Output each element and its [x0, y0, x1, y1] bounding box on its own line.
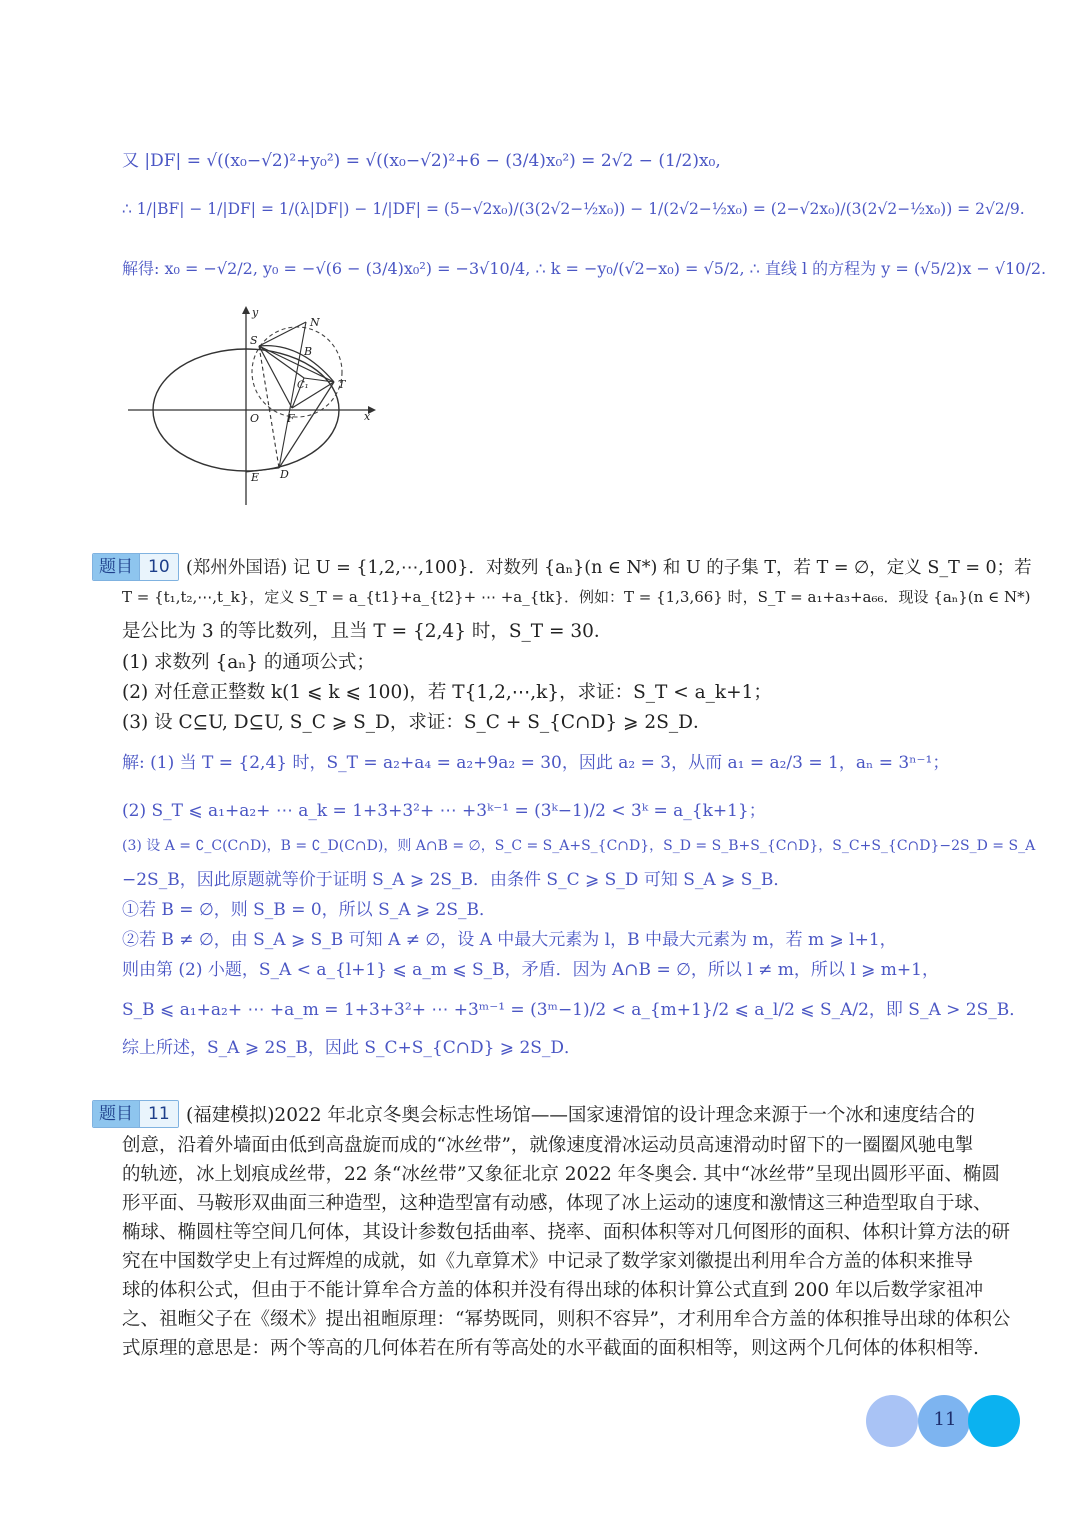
problem-10-tag: [92, 553, 179, 581]
problem-11-line-6: 究在中国数学史上有过辉煌的成就，如《九章算术》中记录了数学家刘徽提出利用牟合方盖的体积来推导: [122, 1251, 974, 1272]
solution-line-1: 又 |DF| = √((x₀−√2)²+y₀²) = √((x₀−√2)²+6 − (3/4)x₀²) = 2√2 − (1/2)x₀,: [122, 151, 721, 171]
problem-10-solution-6: ②若 B ≠ ∅，由 S_A ⩾ S_B 可知 A ≠ ∅，设 A 中最大元素为 l，B 中最大元素为 m，若 m ⩾ l+1，: [122, 930, 897, 950]
ellipse-figure: [120, 300, 380, 510]
y-axis-arrow: [242, 306, 250, 314]
solution-line-2: ∴ 1/|BF| − 1/|DF| = 1/(λ|DF|) − 1/|DF| = (5−√2x₀)/(3(2√2−½x₀)) − 1/(2√2−½x₀) = (2−√2x₀)/(3(2√2−½x₀)) = 2√2/9.: [122, 200, 1025, 218]
problem-10-part-2: (2) 对任意正整数 k(1 ⩽ k ⩽ 100)，若 T{1,2,⋯,k}，求证：S_T < a_k+1；: [122, 682, 772, 703]
problem-10-solution-4: −2S_B，因此原题就等价于证明 S_A ⩾ 2S_B．由条件 S_C ⩾ S_D 可知 S_A ⩾ S_B．: [122, 870, 791, 890]
problem-11-line-8: 之、祖暅父子在《缀术》提出祖暅原理：“幂势既同，则积不容异”，才利用牟合方盖的体积推导出球的体积公: [122, 1309, 1011, 1330]
problem-10-solution-7: 则由第 (2) 小题，S_A < a_{l+1} ⩽ a_m ⩽ S_B，矛盾．因为 A∩B = ∅，所以 l ≠ m，所以 l ⩾ m+1，: [122, 960, 939, 980]
problem-10-solution-5: ①若 B = ∅，则 S_B = 0，所以 S_A ⩾ 2S_B．: [122, 900, 496, 920]
problem-10-line-3: 是公比为 3 的等比数列，且当 T = {2,4} 时，S_T = 30．: [122, 621, 613, 642]
problem-11-line-5: 椭球、椭圆柱等空间几何体，其设计参数包括曲率、挠率、面积体积等对几何图形的面积、体积计算方法的研: [122, 1222, 1011, 1243]
problem-10-solution-9: 综上所述，S_A ⩾ 2S_B，因此 S_C+S_{C∩D} ⩾ 2S_D．: [122, 1038, 582, 1058]
label-F: F: [287, 412, 295, 425]
problem-11-line-3: 的轨迹，冰上划痕成丝带，22 条“冰丝带”又象征北京 2022 年冬奥会. 其中“冰丝带”呈现出圆形平面、椭圆: [122, 1164, 1000, 1185]
label-D: D: [280, 468, 289, 481]
problem-10-part-1: (1) 求数列 {aₙ} 的通项公式；: [122, 652, 375, 673]
problem-10-part-3: (3) 设 C⊆U, D⊆U, S_C ⩾ S_D，求证：S_C + S_{C∩D} ⩾ 2S_D．: [122, 712, 712, 733]
label-y: y: [252, 306, 259, 319]
problem-11-tag: [92, 1100, 179, 1128]
label-E: E: [251, 471, 260, 484]
label-B: B: [304, 345, 313, 358]
problem-tag-label: 题目: [93, 1101, 139, 1127]
problem-10-solution-8: S_B ⩽ a₁+a₂+ ⋯ +a_m = 1+3+3²+ ⋯ +3ᵐ⁻¹ = (3ᵐ−1)/2 < a_{m+1}/2 ⩽ a_l/2 ⩽ S_A/2，即 S_A > 2S_B．: [122, 1000, 1027, 1020]
page-number: 11: [933, 1409, 957, 1430]
problem-tag-number: 11: [139, 1101, 178, 1127]
label-T: T: [338, 378, 346, 391]
problem-11-line-2: 创意，沿着外墙面由低到高盘旋而成的“冰丝带”，就像速度滑冰运动员高速滑动时留下的一圈圈风驰电掣: [122, 1135, 974, 1156]
label-N: N: [310, 316, 320, 329]
problem-10-line-1: (郑州外国语) 记 U = {1,2,⋯,100}．对数列 {aₙ}(n ∈ N*) 和 U 的子集 T，若 T = ∅，定义 S_T = 0；若: [186, 558, 1032, 578]
problem-11-line-7: 球的体积公式，但由于不能计算牟合方盖的体积并没有得出球的体积计算公式直到 200 年以后数学家祖冲: [122, 1280, 984, 1301]
problem-10-solution-2: (2) S_T ⩽ a₁+a₂+ ⋯ a_k = 1+3+3²+ ⋯ +3ᵏ⁻¹ = (3ᵏ−1)/2 < 3ᵏ = a_{k+1}；: [122, 801, 766, 821]
problem-tag-label: 题目: [93, 554, 139, 580]
problem-10-line-2: T = {t₁,t₂,⋯,t_k}，定义 S_T = a_{t1}+a_{t2}+ ⋯ +a_{tk}．例如：T = {1,3,66} 时，S_T = a₁+a₃+a₆₆．现设 {aₙ}(n ∈ N*): [122, 588, 1031, 606]
label-O: O: [250, 412, 260, 425]
solution-line-3: 解得: x₀ = −√2/2, y₀ = −√(6 − (3/4)x₀²) = −3√10/4, ∴ k = −y₀/(√2−x₀) = √5/2, ∴ 直线 l 的方程为 y = (√5/2)x − √10/2.: [122, 259, 1047, 278]
problem-11-line-9: 式原理的意思是：两个等高的几何体若在所有等高处的水平截面的面积相等，则这两个几何体的体积相等.: [122, 1338, 979, 1359]
label-S: S: [250, 334, 258, 347]
problem-11-line-1: (福建模拟)2022 年北京冬奥会标志性场馆——国家速滑馆的设计理念来源于一个冰和速度结合的: [186, 1105, 975, 1126]
problem-10-solution-1: 解: (1) 当 T = {2,4} 时，S_T = a₂+a₄ = a₂+9a₂ = 30，因此 a₂ = 3，从而 a₁ = a₂/3 = 1，aₙ = 3ⁿ⁻¹；: [122, 753, 950, 773]
label-x: x: [364, 410, 371, 423]
problem-tag-number: 10: [139, 554, 178, 580]
label-C1: C₁: [297, 380, 309, 391]
problem-10-solution-3: (3) 设 A = ∁_C(C∩D)，B = ∁_D(C∩D)，则 A∩B = ∅，S_C = S_A+S_{C∩D}，S_D = S_B+S_{C∩D}，S_C+S_{C∩D}−2S_D = S_A: [122, 838, 1036, 854]
problem-11-line-4: 形平面、马鞍形双曲面三种造型，这种造型富有动感，体现了冰上运动的速度和激情这三种造型取自于球、: [122, 1193, 992, 1214]
